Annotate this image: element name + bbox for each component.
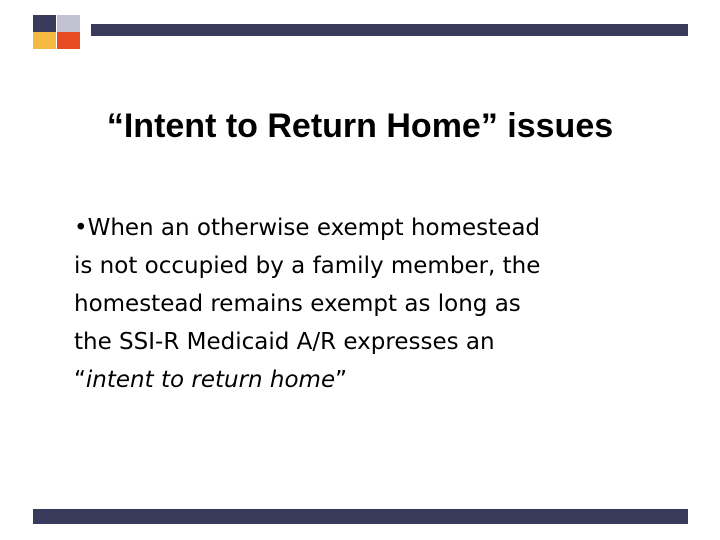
bullet-line-5 bbox=[74, 361, 664, 399]
bullet-text bbox=[74, 209, 664, 399]
bullet-line-2: is not occupied by a family member, the bbox=[74, 253, 541, 279]
logo-square-navy bbox=[33, 15, 56, 32]
open-quote: “ bbox=[74, 367, 86, 393]
bullet-line-1 bbox=[74, 209, 664, 247]
logo-square-lavender bbox=[57, 15, 80, 32]
logo-square-red bbox=[57, 32, 80, 49]
footer-rule bbox=[33, 509, 688, 524]
bullet-line-4: the SSI-R Medicaid A/R expresses an bbox=[74, 329, 495, 355]
bullet-line-3: homestead remains exempt as long as bbox=[74, 291, 521, 317]
slide-title: “Intent to Return Home” issues bbox=[106, 107, 614, 145]
bullet-marker: • bbox=[74, 215, 88, 241]
close-quote: ” bbox=[335, 367, 348, 393]
header-rule bbox=[91, 24, 688, 36]
emphasis-text: intent to return home bbox=[85, 367, 336, 393]
bullet-line-1-text: When an otherwise exempt homestead bbox=[87, 215, 541, 241]
logo-square-yellow bbox=[33, 32, 56, 49]
